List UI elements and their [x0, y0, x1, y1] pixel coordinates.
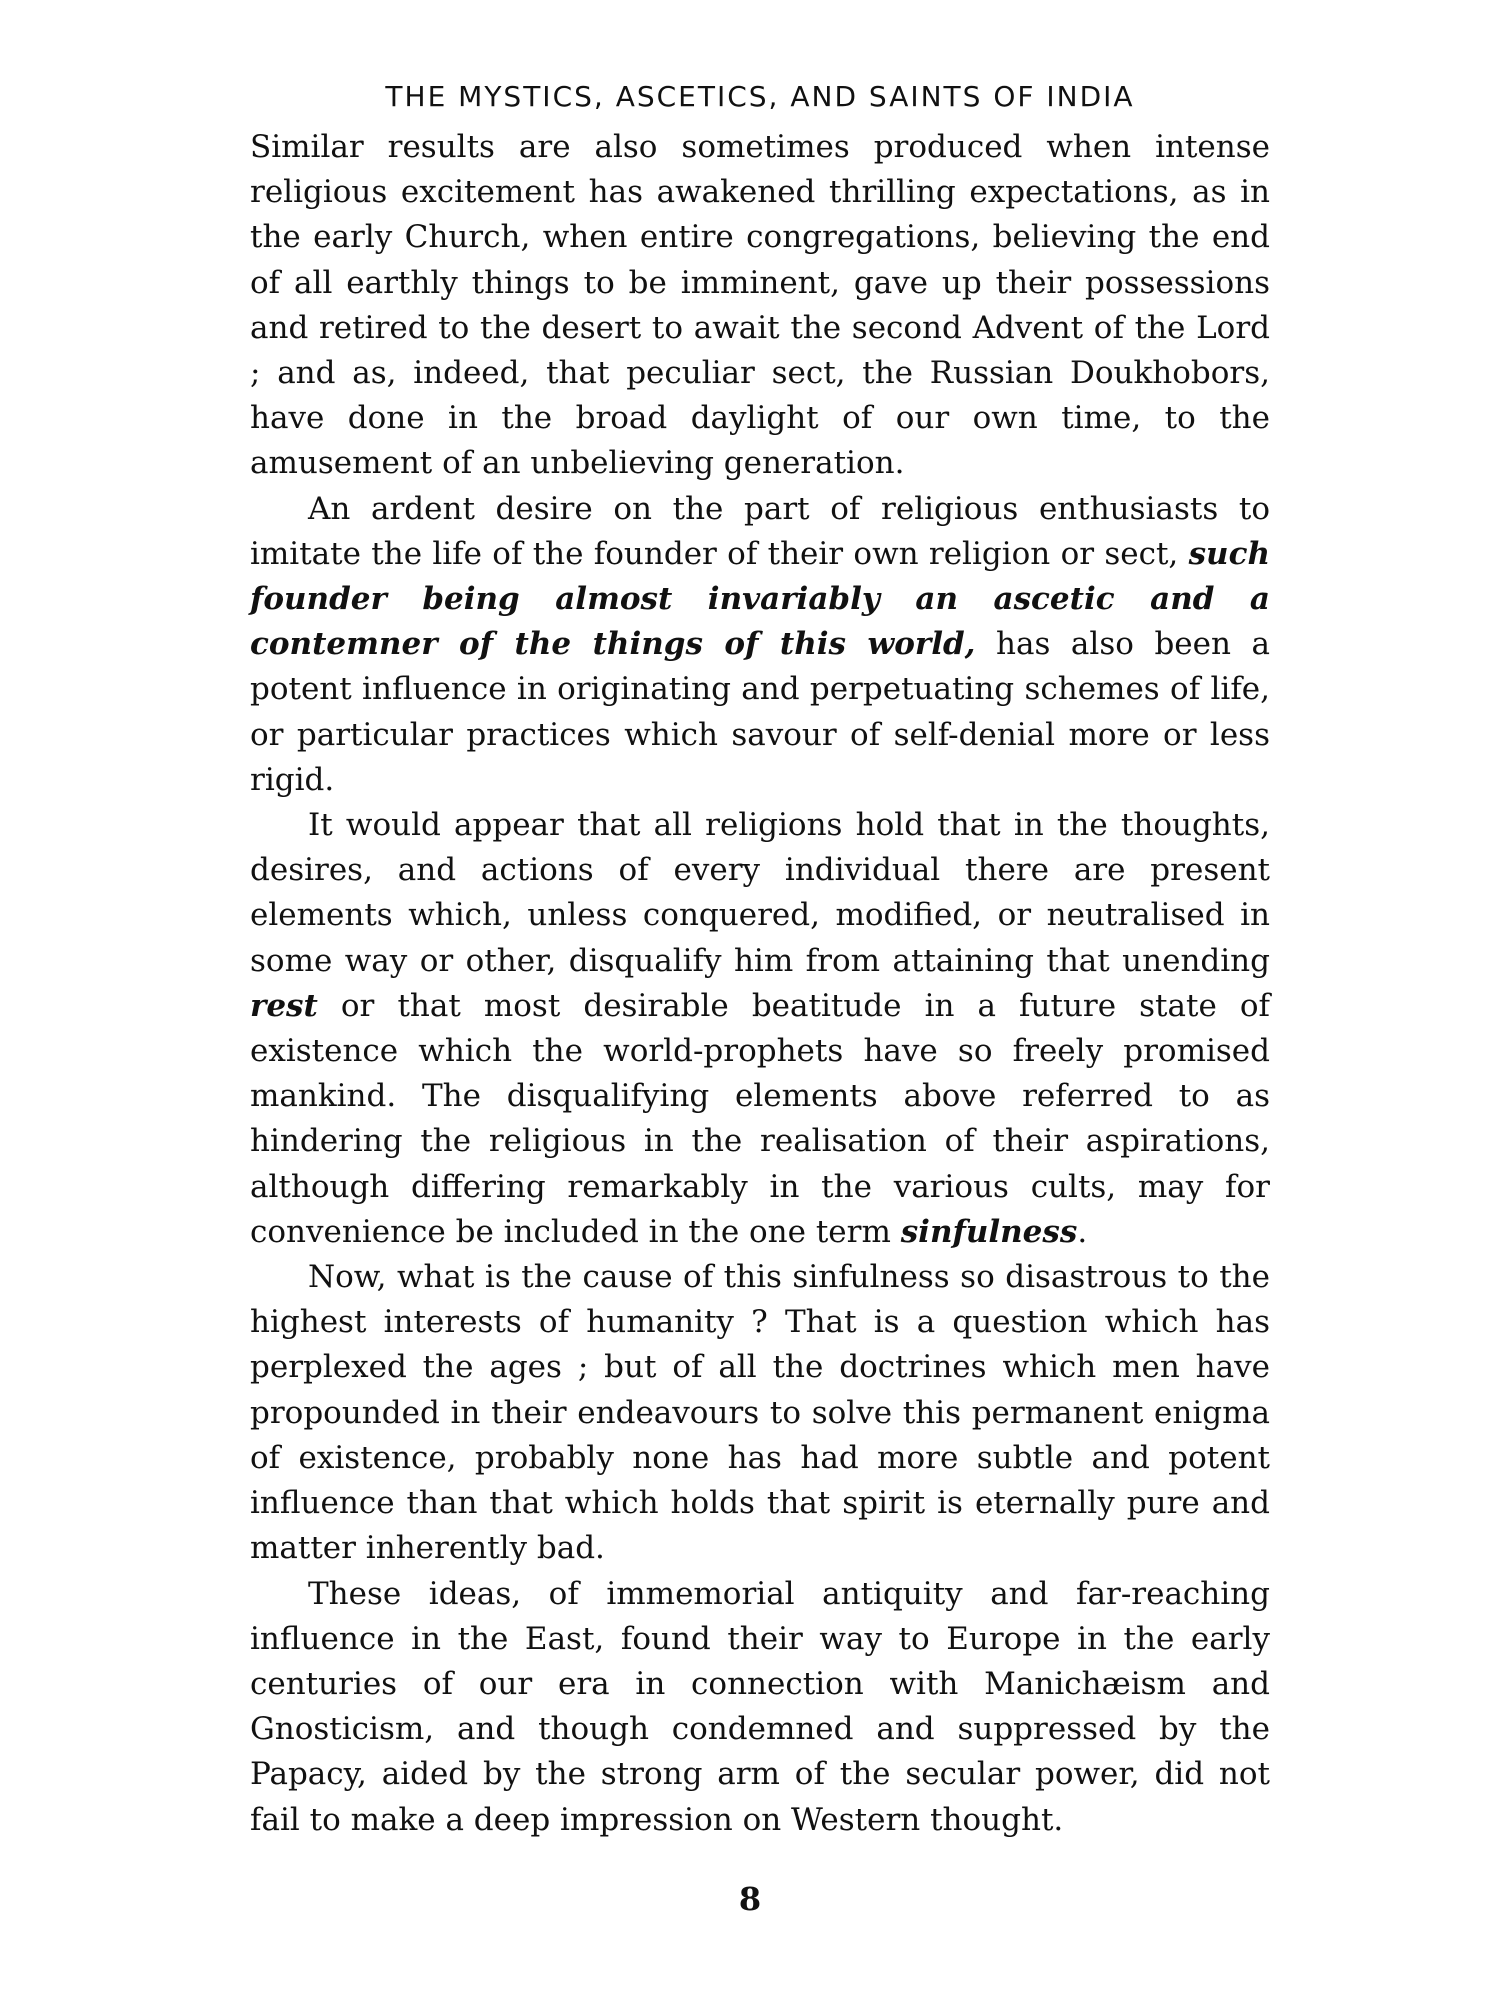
paragraph — [250, 125, 1270, 487]
paragraph — [250, 1572, 1270, 1843]
paragraph — [250, 487, 1270, 803]
text-run: or that most desirable beatitude in a future state of existence which the world-prophets have so freely promised mankind. The disqualifying elements above referred to as hindering the religious in the realisation of their aspirations, although differing remarkably in the various cults, may for convenience be included in the one term — [250, 987, 1270, 1250]
italic-phrase: sinfulness — [900, 1213, 1078, 1250]
book-page — [250, 80, 1270, 1980]
text-run: Similar results are also sometimes produced when intense religious excitement has awakened thrilling expectations, as in the early Church, when entire congregations, believing the end of all earthly things to be imminent, gave up their possessions and retired to the desert to await the second Advent of the Lord ; and as, indeed, that peculiar sect, the Russian Doukhobors, have done in the broad daylight of our own time, to the amusement of an unbelieving generation. — [250, 129, 1270, 482]
body-text — [250, 125, 1270, 1843]
text-run: . — [1077, 1213, 1088, 1250]
text-run: has also been a potent influence in originating and perpetuating schemes of life, or particular practices which savour of self-denial more or less rigid. — [250, 626, 1270, 798]
text-run: An ardent desire on the part of religious enthusiasts to imitate the life of the founder of their own religion or sect, — [250, 490, 1270, 572]
text-run: It would appear that all religions hold that in the thoughts, desires, and actions of every individual there are present elements which, unless conquered, modified, or neutralised in some way or other, disqualify him from attaining that unending — [250, 807, 1270, 979]
italic-phrase: rest — [250, 987, 318, 1024]
text-run: Now, what is the cause of this sinfulness so disastrous to the highest interests of humanity ? That is a question which has perplexed the ages ; but of all the doctrines which men have propounded in their endeavours to solve this permanent enigma of existence, probably none has had more subtle and potent influence than that which holds that spirit is eternally pure and matter inherently bad. — [250, 1259, 1270, 1567]
text-run: These ideas, of immemorial antiquity and far-reaching influence in the East, found their way to Europe in the early centuries of our era in connection with Manichæism and Gnosticism, and though condemned and suppressed by the Papacy, aided by the strong arm of the secular power, did not fail to make a deep impression on Western thought. — [250, 1575, 1270, 1838]
page-number: 8 — [738, 1880, 762, 1918]
running-head: THE MYSTICS, ASCETICS, AND SAINTS OF INDIA — [385, 80, 1135, 113]
paragraph — [250, 803, 1270, 1255]
paragraph — [250, 1255, 1270, 1571]
italic-phrase: such founder being almost invariably an ascetic and a contemner of the things of this world, — [250, 535, 1270, 663]
